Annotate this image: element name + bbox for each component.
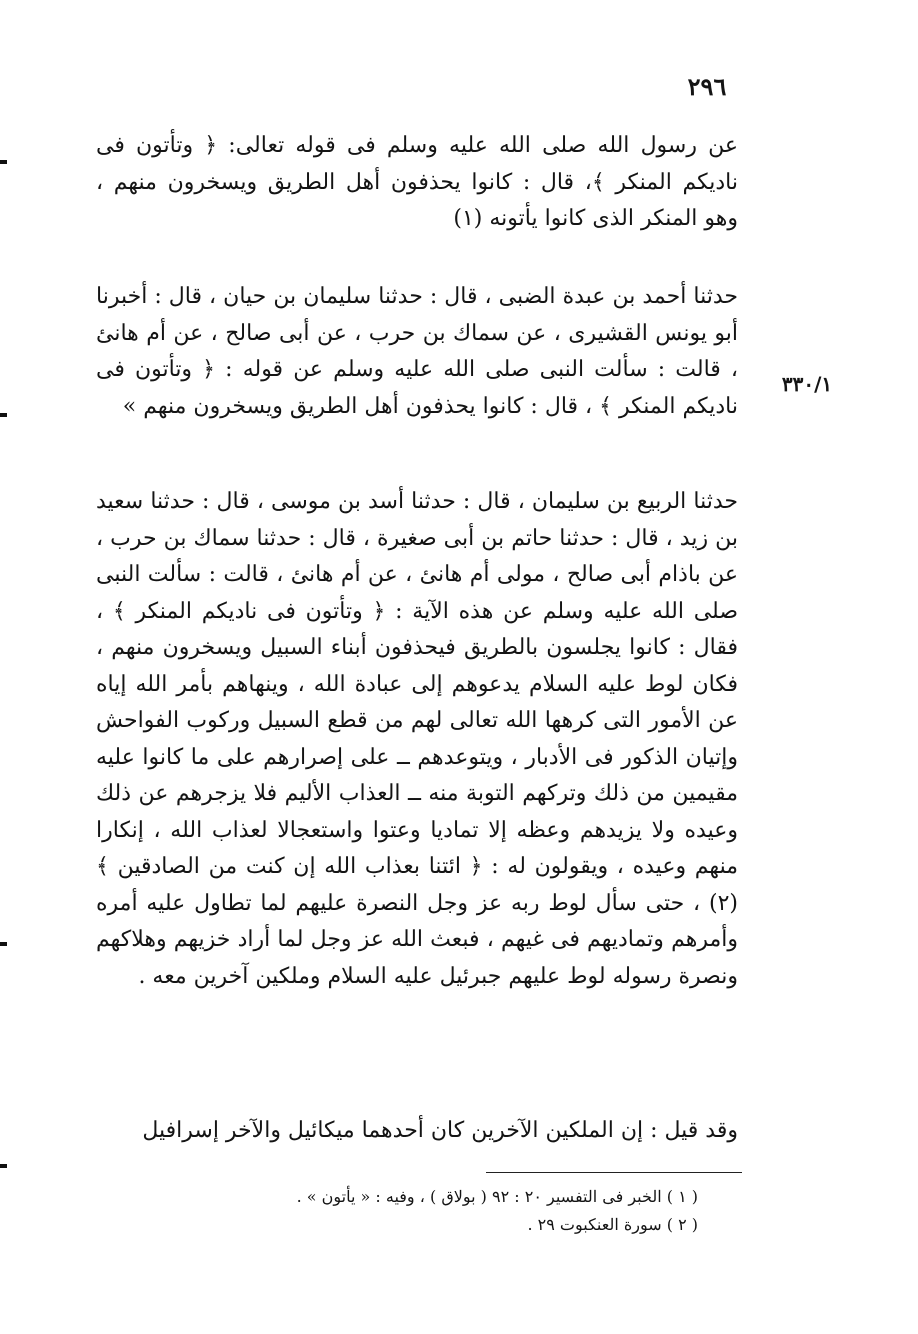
margin-mark xyxy=(0,413,7,417)
page-number: ٢٩٦ xyxy=(687,72,727,101)
margin-reference: ٣٣٠/١ xyxy=(781,372,833,396)
paragraph-2: حدثنا أحمد بن عبدة الضبى ، قال : حدثنا سليمان بن حيان ، قال : أخبرنا أبو يونس القشيرى ، عن سماك بن حرب ، عن أبى صالح ، عن أم هانئ ، قالت : سألت النبى صلى الله عليه وسلم عن قوله : ﴿ وتأتون فى ناديكم المنكر ﴾ ، قال : كانوا يحذفون أهل الطريق ويسخرون منهم » xyxy=(96,284,738,419)
footnote-1: ( ١ ) الخبر فى التفسير ٢٠ : ٩٢ ( بولاق ) ، وفيه : « يأتون » . xyxy=(296,1187,698,1206)
paragraph-4: وقد قيل : إن الملكين الآخرين كان أحدهما ميكائيل والآخر إسرافيل xyxy=(142,1118,738,1143)
margin-mark xyxy=(0,1164,7,1168)
margin-mark xyxy=(0,942,7,946)
footnote-separator xyxy=(486,1172,742,1173)
footnote-2: ( ٢ ) سورة العنكبوت ٢٩ . xyxy=(527,1215,698,1234)
paragraph-1: عن رسول الله صلى الله عليه وسلم فى قوله تعالى: ﴿ وتأتون فى ناديكم المنكر ﴾، قال : كانوا يحذفون أهل الطريق ويسخرون منهم ، وهو المنكر الذى كانوا يأتونه (١) xyxy=(96,133,738,231)
paragraph-3: حدثنا الربيع بن سليمان ، قال : حدثنا أسد بن موسى ، قال : حدثنا سعيد بن زيد ، قال : حدثنا حاتم بن أبى صغيرة ، قال : حدثنا سماك بن حرب ، عن باذام أبى صالح ، مولى أم هانئ ، عن أم هانئ ، قالت : سألت النبى صلى الله عليه وسلم عن هذه الآية : ﴿ وتأتون فى ناديكم المنكر ﴾ ، فقال : كانوا يجلسون بالطريق فيحذفون أبناء السبيل ويسخرون منهم ، فكان لوط عليه السلام يدعوهم إلى عبادة الله ، وينهاهم بأمر الله إياه عن الأمور التى كرهها الله تعالى لهم من قطع السبيل وركوب الفواحش وإتيان الذكور فى الأدبار ، ويتوعدهم ــ على إصرارهم على ما كانوا عليه مقيمين من ذلك وتركهم التوبة منه ــ العذاب الأليم فلا يزجرهم عن ذلك وعيده ولا يزيدهم وعظه إلا تماديا وعتوا واستعجالا لعذاب الله ، إنكارا منهم وعيده ، ويقولون له : ﴿ ائتنا بعذاب الله إن كنت من الصادقين ﴾ (٢) ، حتى سأل لوط ربه عز وجل النصرة عليهم لما تطاول عليه أمره وأمرهم وتماديهم فى غيهم ، فبعث الله عز وجل لما أراد خزيهم وهلاكهم ونصرة رسوله لوط عليهم جبرئيل عليه السلام وملكين آخرين معه . xyxy=(96,489,738,989)
margin-mark xyxy=(0,160,7,164)
